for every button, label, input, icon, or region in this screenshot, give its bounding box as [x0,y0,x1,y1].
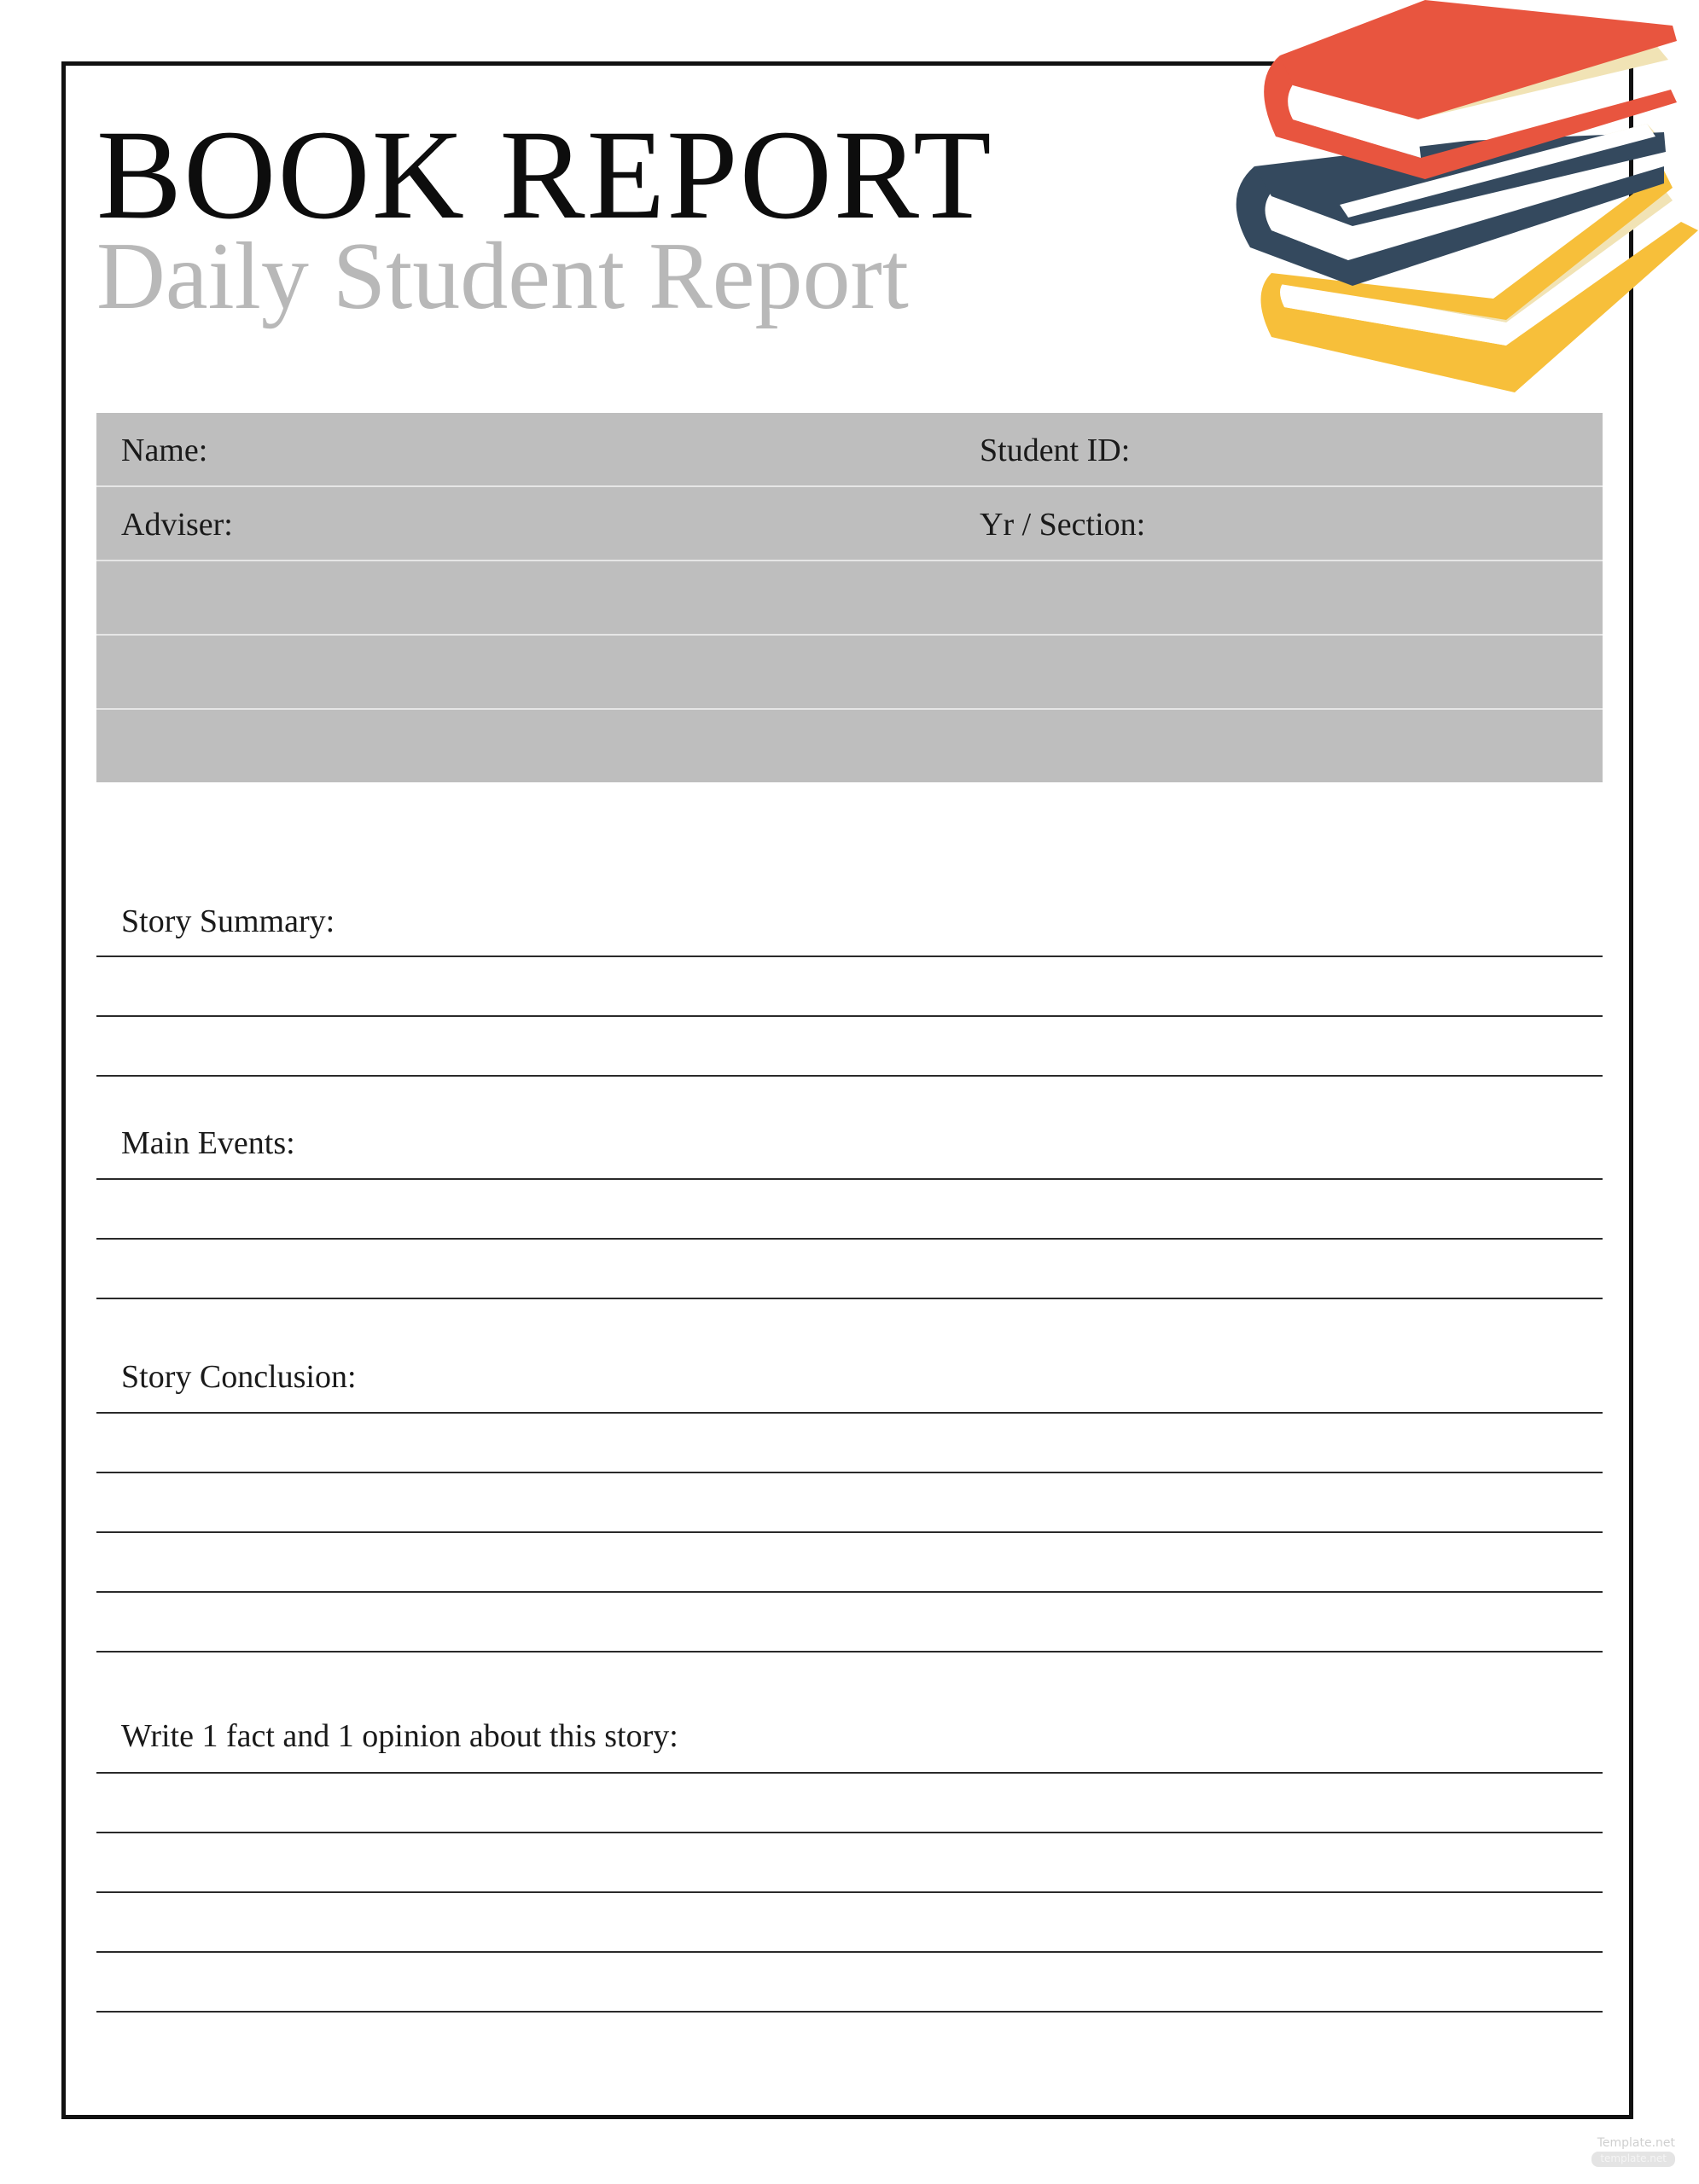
page-title: BOOK REPORT [96,104,993,246]
main-events-label: Main Events: [121,1125,295,1161]
writing-line [96,1412,1603,1414]
writing-line [96,1178,1603,1180]
watermark [1591,2135,1675,2167]
info-row-blank-2 [96,636,1603,710]
student-id-label: Student ID: [980,433,1131,468]
student-info-table [96,413,1603,782]
info-row-name [96,413,1603,487]
watermark-site: Template.net [1597,2136,1675,2151]
fact-opinion-label: Write 1 fact and 1 opinion about this story: [121,1718,678,1754]
writing-line [96,1472,1603,1473]
watermark-tag: template.net [1591,2152,1675,2167]
writing-line [96,1951,1603,1953]
writing-line [96,1238,1603,1240]
writing-line [96,1891,1603,1893]
book-stack-illustration [1143,0,1699,401]
info-row-blank-1 [96,561,1603,636]
writing-line [96,956,1603,957]
writing-line [96,1832,1603,1833]
story-summary-label: Story Summary: [121,903,335,939]
writing-line [96,2011,1603,2013]
yr-section-label: Yr / Section: [980,507,1146,543]
writing-line [96,1651,1603,1653]
writing-line [96,1298,1603,1299]
info-row-blank-3 [96,710,1603,782]
adviser-label: Adviser: [121,507,233,543]
name-label: Name: [121,433,208,468]
writing-line [96,1075,1603,1077]
writing-line [96,1531,1603,1533]
writing-line [96,1591,1603,1593]
writing-line [96,1772,1603,1774]
page-subtitle: Daily Student Report [96,224,909,329]
info-row-adviser [96,487,1603,561]
story-conclusion-label: Story Conclusion: [121,1359,357,1395]
writing-line [96,1015,1603,1017]
